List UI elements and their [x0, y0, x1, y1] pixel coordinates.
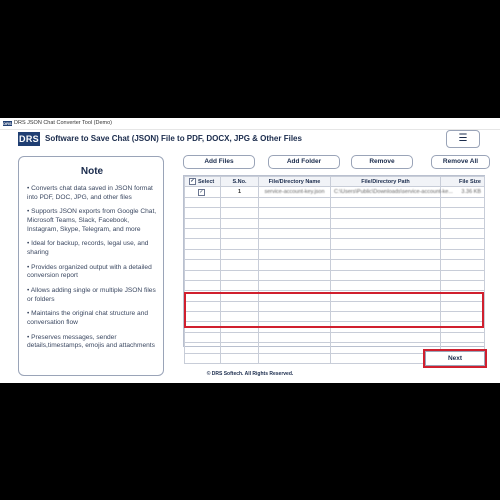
- empty-row: [185, 228, 485, 238]
- empty-cell: [259, 332, 331, 342]
- row-file-path: C:\Users\Public\Downloads\service-account-ke...: [331, 187, 441, 197]
- empty-cell: [221, 280, 259, 290]
- empty-cell: [331, 197, 441, 207]
- col-sno-header: S.No.: [221, 177, 259, 187]
- empty-cell: [221, 270, 259, 280]
- empty-cell: [221, 249, 259, 259]
- empty-cell: [185, 228, 221, 238]
- title-bar: [0, 118, 500, 130]
- empty-row: [185, 270, 485, 280]
- row-file-size: 3.36 KB: [441, 187, 485, 197]
- empty-cell: [259, 208, 331, 218]
- col-select-header[interactable]: [185, 177, 221, 187]
- empty-row: [185, 197, 485, 207]
- empty-cell: [221, 218, 259, 228]
- highlight-box: [184, 292, 484, 328]
- copyright-footer: © DRS Softech. All Rights Reserved.: [206, 371, 294, 377]
- empty-cell: [259, 218, 331, 228]
- empty-cell: [441, 270, 485, 280]
- note-list: [27, 185, 161, 357]
- note-item: • Preserves messages, sender details,timestamps, emojis and attachments: [27, 333, 155, 350]
- empty-row: [185, 260, 485, 270]
- empty-cell: [331, 270, 441, 280]
- empty-cell: [185, 239, 221, 249]
- empty-cell: [185, 197, 221, 207]
- empty-cell: [331, 260, 441, 270]
- note-panel: [18, 156, 164, 376]
- empty-cell: [221, 239, 259, 249]
- empty-cell: [259, 239, 331, 249]
- add-files-button[interactable]: Add Files: [183, 155, 255, 169]
- empty-row: [185, 218, 485, 228]
- empty-cell: [331, 280, 441, 290]
- empty-cell: [221, 197, 259, 207]
- table-header-row: [185, 177, 485, 187]
- remove-button[interactable]: Remove: [351, 155, 413, 169]
- empty-cell: [259, 197, 331, 207]
- note-item: • Allows adding single or multiple JSON files or folders: [27, 287, 156, 303]
- page-title: Software to Save Chat (JSON) File to PDF, DOCX, JPG & Other Files: [45, 134, 302, 143]
- empty-cell: [221, 208, 259, 218]
- app-icon: DRS: [3, 121, 12, 126]
- empty-cell: [331, 332, 441, 342]
- empty-cell: [185, 343, 221, 353]
- empty-cell: [441, 239, 485, 249]
- empty-cell: [259, 353, 331, 363]
- empty-cell: [441, 280, 485, 290]
- empty-cell: [331, 249, 441, 259]
- note-item: • Converts chat data saved in JSON format into PDF, DOC, JPG, and other files: [27, 185, 153, 201]
- empty-cell: [441, 218, 485, 228]
- select-all-checkbox[interactable]: ✓: [190, 178, 195, 185]
- empty-cell: [185, 270, 221, 280]
- add-folder-button[interactable]: Add Folder: [268, 155, 340, 169]
- empty-cell: [441, 332, 485, 342]
- empty-cell: [185, 353, 221, 363]
- empty-cell: [441, 249, 485, 259]
- note-item: • Maintains the original chat structure and conversation flow: [27, 310, 149, 327]
- empty-cell: [441, 260, 485, 270]
- col-name-header: File/Directory Name: [259, 177, 331, 187]
- empty-cell: [331, 208, 441, 218]
- empty-cell: [331, 228, 441, 238]
- row-sno: 1: [221, 187, 259, 197]
- empty-row: [185, 249, 485, 259]
- empty-cell: [185, 280, 221, 290]
- col-path-header: File/Directory Path: [331, 177, 441, 187]
- row-checkbox[interactable]: ✓: [199, 188, 204, 195]
- empty-cell: [221, 332, 259, 342]
- menu-button[interactable]: [446, 130, 480, 148]
- row-file-name: service-account-key.json: [259, 187, 331, 197]
- empty-row: [185, 280, 485, 290]
- table-row[interactable]: [185, 187, 485, 197]
- window-title: DRS JSON Chat Converter Tool (Demo): [14, 120, 113, 126]
- col-select-label: Select: [198, 178, 215, 185]
- empty-cell: [259, 270, 331, 280]
- empty-cell: [259, 343, 331, 353]
- empty-cell: [259, 228, 331, 238]
- empty-cell: [259, 249, 331, 259]
- empty-row: [185, 332, 485, 342]
- remove-all-button[interactable]: Remove All: [431, 155, 490, 169]
- empty-cell: [441, 208, 485, 218]
- empty-cell: [331, 218, 441, 228]
- next-button[interactable]: Next: [425, 351, 485, 366]
- empty-row: [185, 208, 485, 218]
- empty-cell: [441, 228, 485, 238]
- note-title: Note: [80, 166, 104, 177]
- empty-cell: [185, 249, 221, 259]
- next-highlight-box: [423, 349, 487, 368]
- note-item: • Provides organized output with a detailed conversion report: [27, 263, 152, 280]
- empty-cell: [185, 218, 221, 228]
- empty-row: [185, 239, 485, 249]
- empty-cell: [221, 260, 259, 270]
- empty-cell: [441, 197, 485, 207]
- col-size-header: File Size: [441, 177, 485, 187]
- empty-cell: [221, 228, 259, 238]
- empty-cell: [221, 343, 259, 353]
- drs-logo: DRS: [19, 134, 39, 144]
- empty-cell: [185, 208, 221, 218]
- hamburger-icon: ☰: [458, 133, 468, 144]
- note-item: • Supports JSON exports from Google Chat, Microsoft Teams, Slack, Facebook, Instagram, Skype, Telegram, and more: [27, 208, 157, 233]
- empty-cell: [259, 260, 331, 270]
- empty-cell: [185, 332, 221, 342]
- empty-cell: [259, 280, 331, 290]
- empty-cell: [331, 239, 441, 249]
- empty-cell: [185, 260, 221, 270]
- app-window: [0, 118, 500, 383]
- note-item: • Ideal for backup, records, legal use, and sharing: [27, 240, 149, 256]
- empty-cell: [221, 353, 259, 363]
